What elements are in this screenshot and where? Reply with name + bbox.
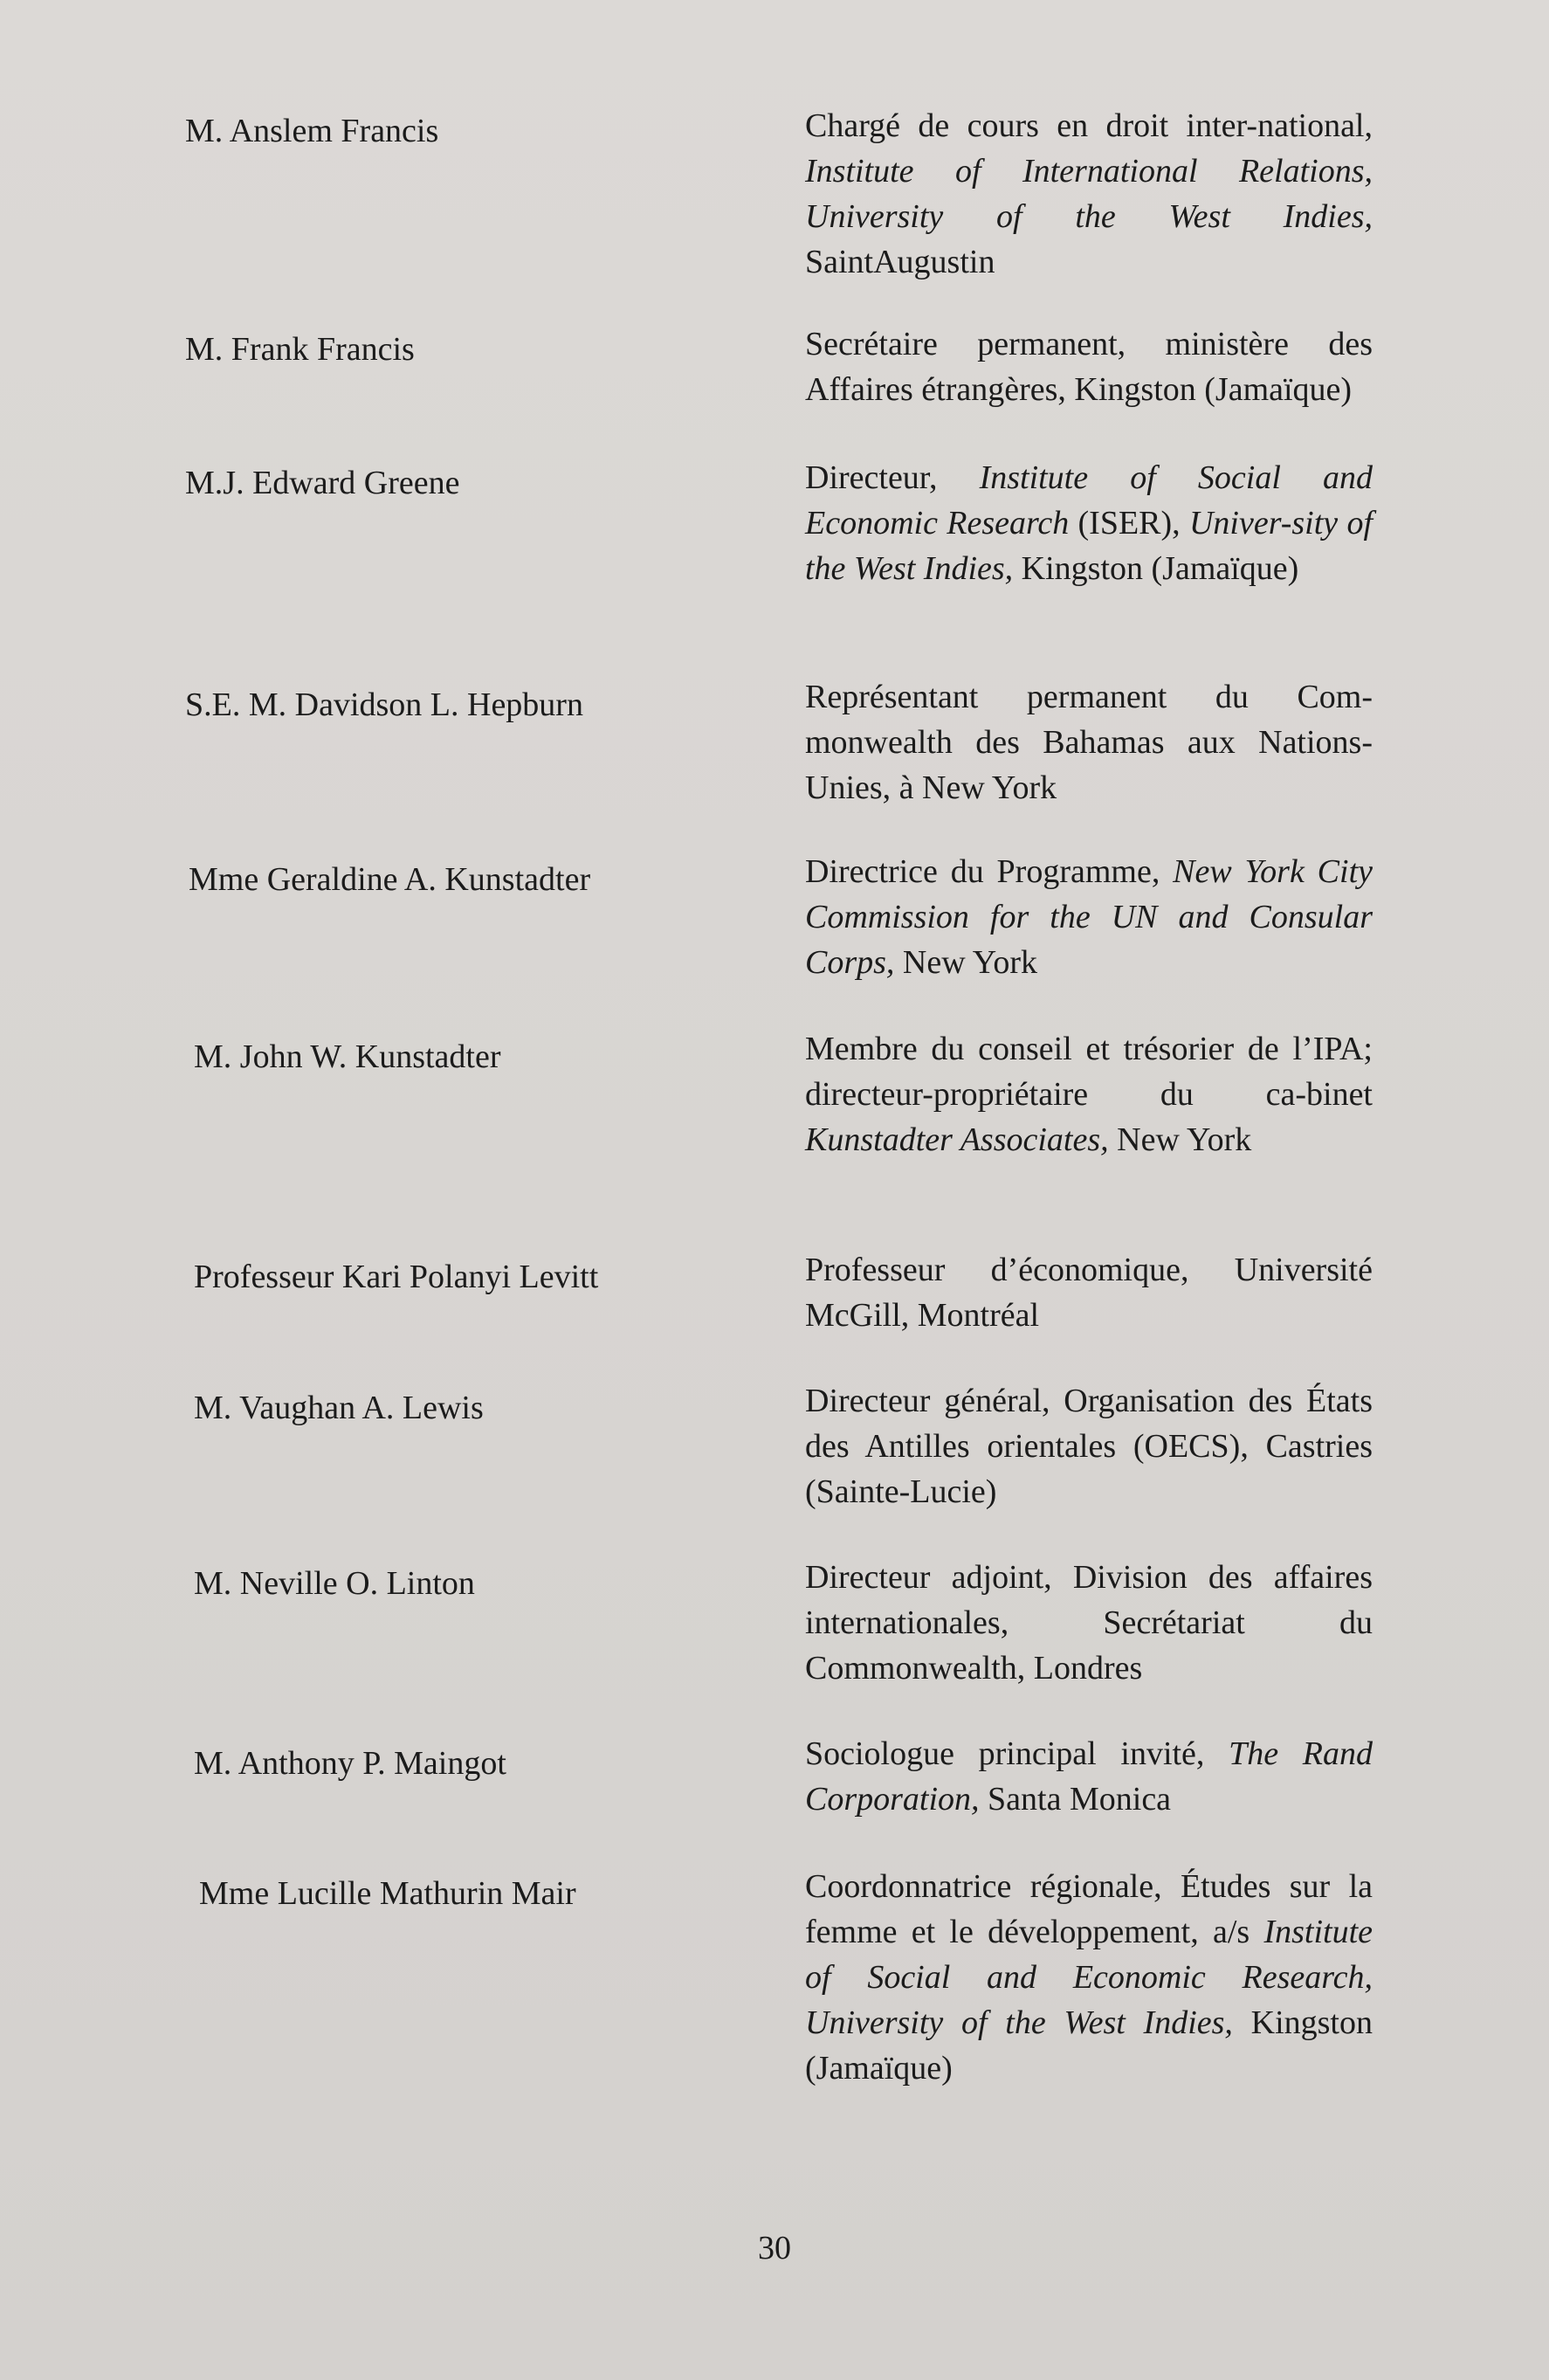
- text-segment: Chargé de cours en droit inter-national,: [805, 107, 1373, 144]
- participant-name: Mme Geraldine A. Kunstadter: [189, 861, 591, 898]
- text-segment: Kingston (Jamaïque): [1013, 550, 1299, 587]
- italic-text-segment: Kunstadter Associates,: [805, 1121, 1109, 1158]
- text-segment: Représentant permanent du Com-monwealth des Bahamas aux Nations-Unies, à New York: [805, 679, 1373, 806]
- text-segment: Directeur adjoint, Division des affaires internationales, Secrétariat du Commonwealth, Londres: [805, 1559, 1373, 1687]
- text-segment: Directrice du Programme,: [805, 853, 1174, 890]
- text-segment: New York: [1108, 1121, 1252, 1158]
- text-segment: Directeur,: [805, 459, 980, 496]
- participant-name: M. John W. Kunstadter: [194, 1038, 501, 1075]
- participant-description: [805, 1026, 1373, 1162]
- participant-description: [805, 1378, 1373, 1514]
- participant-description: [805, 1864, 1373, 2091]
- italic-text-segment: Institute of Social and Economic Research, University of the West Indies,: [805, 1914, 1373, 2041]
- italic-text-segment: Univer-sity of the West Indies,: [805, 505, 1373, 587]
- text-segment: Membre du conseil et trésorier de l’IPA; directeur-propriétaire du ca-binet: [805, 1031, 1373, 1113]
- participant-name: M. Vaughan A. Lewis: [194, 1390, 484, 1426]
- participant-description: [805, 1731, 1373, 1822]
- participant-description: [805, 1247, 1373, 1338]
- page-number: 30: [758, 2230, 791, 2266]
- participant-name: M. Anthony P. Maingot: [194, 1745, 506, 1782]
- italic-text-segment: New York City Commission for the UN and Consular Corps,: [805, 853, 1373, 981]
- participant-description: [805, 103, 1373, 285]
- participant-name: M. Anslem Francis: [185, 113, 439, 149]
- text-segment: Coordonnatrice régionale, Études sur la femme et le développement, a/s: [805, 1868, 1373, 1950]
- participant-description: [805, 1555, 1373, 1691]
- participant-name: M.J. Edward Greene: [185, 465, 460, 501]
- text-segment: New York: [894, 944, 1038, 981]
- text-segment: SaintAugustin: [805, 244, 995, 280]
- participant-name: Professeur Kari Polanyi Levitt: [194, 1259, 599, 1295]
- participant-name: Mme Lucille Mathurin Mair: [199, 1875, 576, 1912]
- italic-text-segment: The Rand Corporation,: [805, 1735, 1373, 1818]
- participant-name: S.E. M. Davidson L. Hepburn: [185, 686, 583, 723]
- participant-description: [805, 849, 1373, 985]
- participant-description: [805, 321, 1373, 412]
- participant-name: M. Frank Francis: [185, 331, 415, 368]
- participant-description: [805, 674, 1373, 811]
- text-segment: Santa Monica: [979, 1781, 1172, 1818]
- participant-description: [805, 455, 1373, 591]
- participant-name: M. Neville O. Linton: [194, 1565, 475, 1602]
- text-segment: Kingston (Jamaïque): [805, 2004, 1373, 2087]
- text-segment: Sociologue principal invité,: [805, 1735, 1229, 1772]
- text-segment: (ISER),: [1069, 505, 1189, 542]
- italic-text-segment: Institute of International Relations, University of the West Indies,: [805, 153, 1373, 235]
- text-segment: Professeur d’économique, Université McGill, Montréal: [805, 1252, 1373, 1334]
- text-segment: Secrétaire permanent, ministère des Affaires étrangères, Kingston (Jamaïque): [805, 326, 1373, 408]
- italic-text-segment: Institute of Social and Economic Research: [805, 459, 1373, 542]
- text-segment: Directeur général, Organisation des États des Antilles orientales (OECS), Castries (Sainte-Lucie): [805, 1383, 1373, 1510]
